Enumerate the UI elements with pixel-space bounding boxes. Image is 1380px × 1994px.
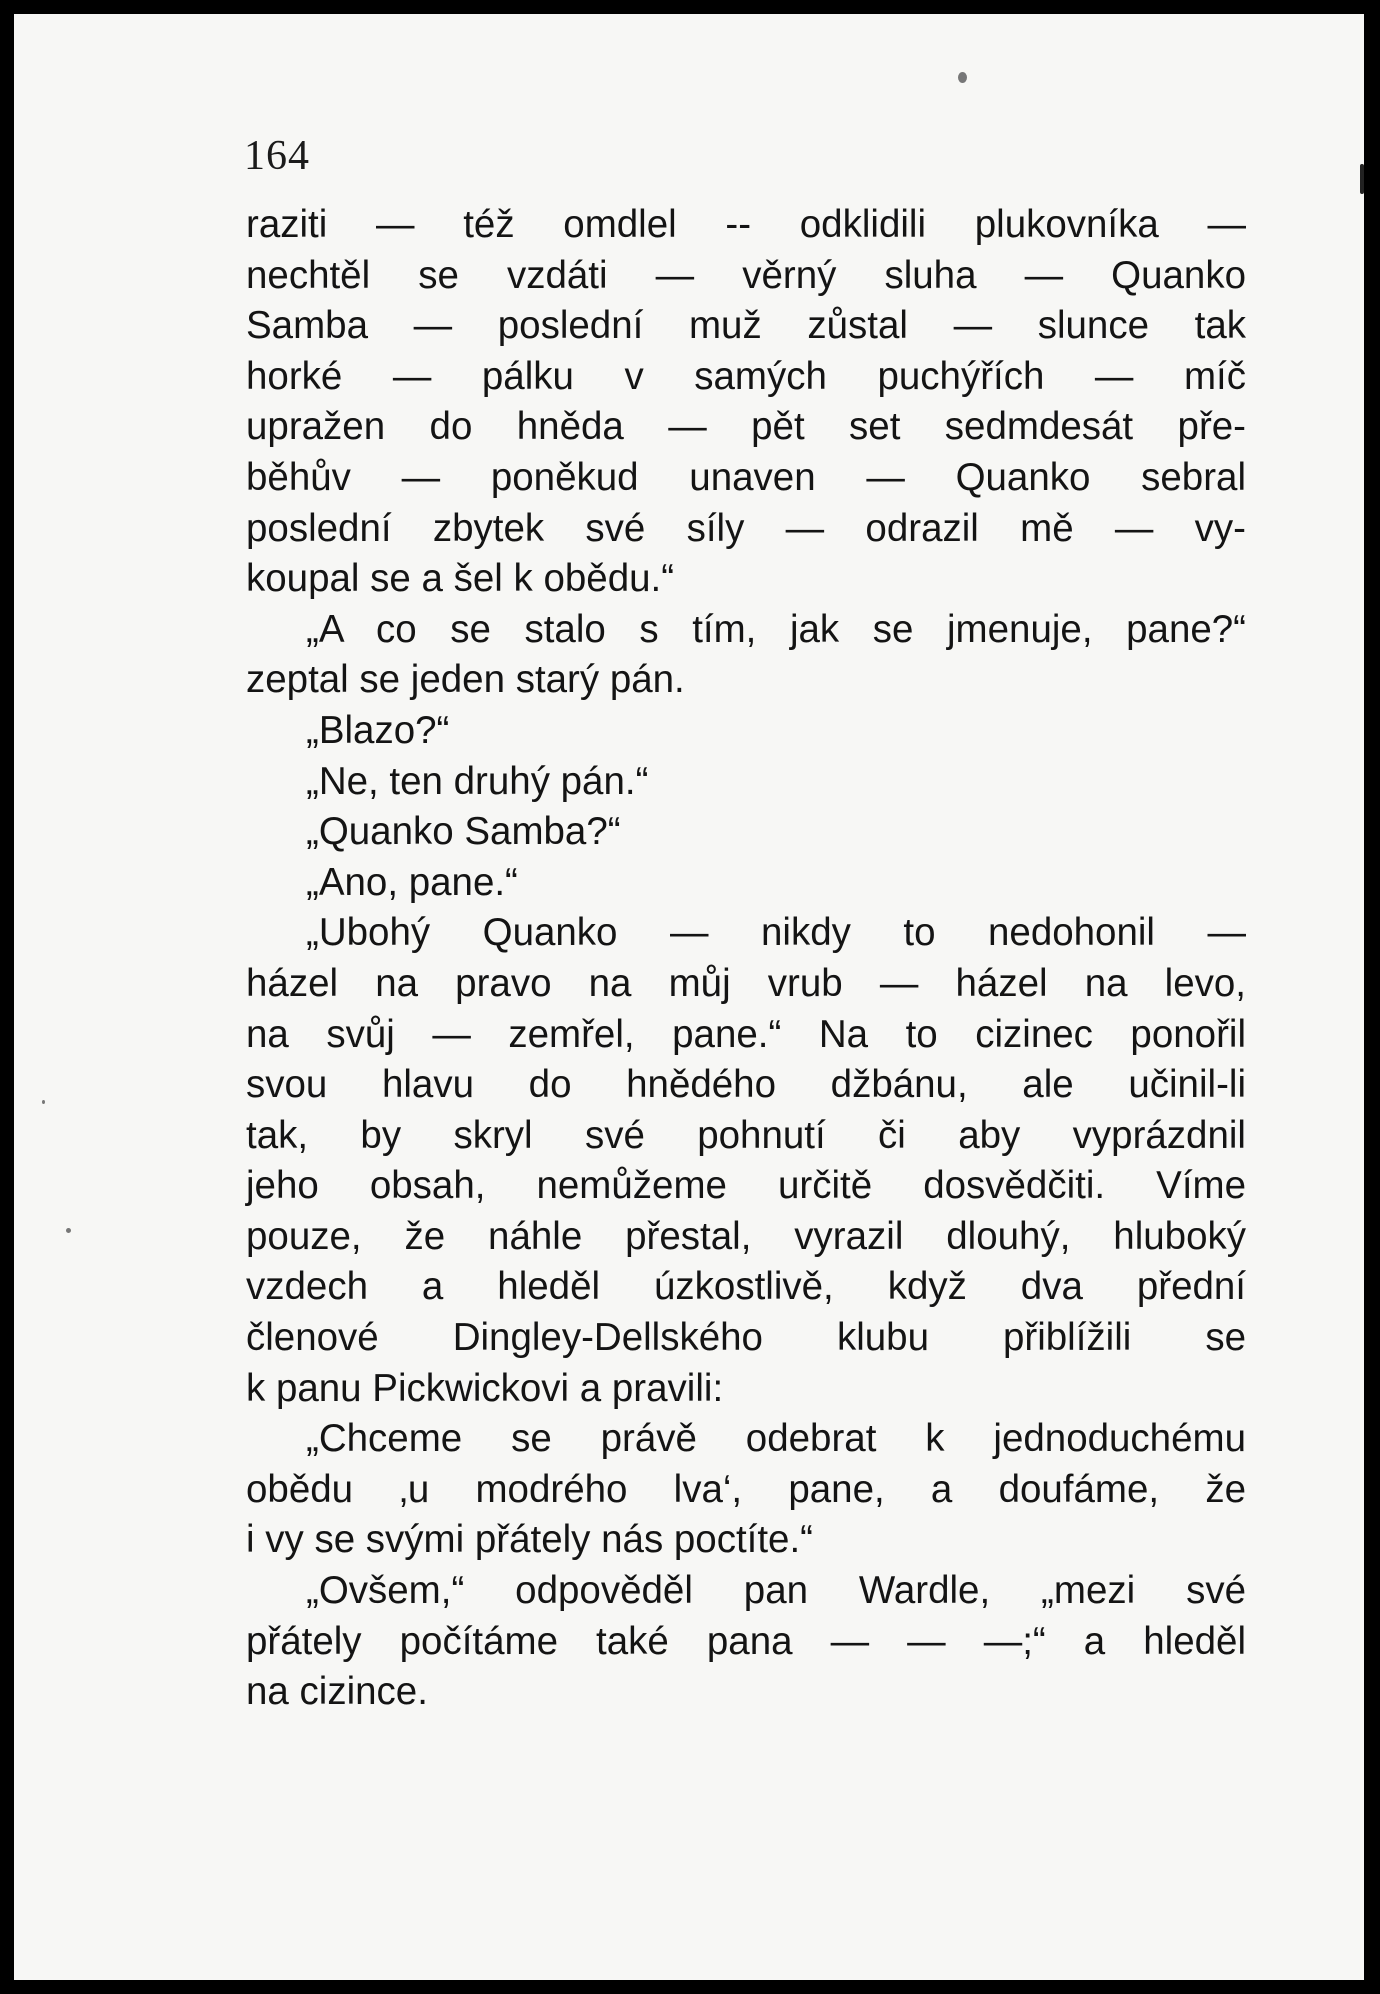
text-line: upražen do hněda — pět set sedmdesát pře- [246, 405, 1246, 449]
scan-speck [42, 1100, 45, 1104]
text-line: „Ne, ten druhý pán.“ [306, 759, 649, 803]
text-line: jeho obsah, nemůžeme určitě dosvědčiti. Víme [246, 1164, 1246, 1208]
text-line: horké — pálku v samých puchýřích — míč [246, 354, 1246, 398]
book-page [14, 14, 1364, 1980]
scan-speck [1360, 164, 1364, 194]
text-line: raziti — též omdlel -- odklidili plukovníka — [246, 203, 1246, 246]
text-line: „Quanko Samba?“ [306, 810, 621, 854]
text-line: na svůj — zemřel, pane.“ Na to cizinec ponořil [246, 1012, 1246, 1056]
text-line: „A co se stalo s tím, jak se jmenuje, pane?“ [306, 607, 1246, 651]
text-line: přátely počítáme také pana — — —;“ a hleděl [246, 1619, 1246, 1663]
text-line: běhův — poněkud unaven — Quanko sebral [246, 455, 1246, 499]
body-text [246, 200, 1246, 1718]
text-line: i vy se svými přátely nás poctíte.“ [246, 1518, 813, 1562]
scan-speck [958, 72, 967, 83]
text-line: házel na pravo na můj vrub — házel na levo, [246, 961, 1246, 1005]
text-line: členové Dingley-Dellského klubu přiblížili se [246, 1316, 1246, 1360]
text-line: „Ano, pane.“ [306, 860, 518, 904]
text-line: svou hlavu do hnědého džbánu, ale učinil-li [246, 1063, 1246, 1107]
text-line: poslední zbytek své síly — odrazil mě — vy- [246, 506, 1246, 550]
text-line: Samba — poslední muž zůstal — slunce tak [246, 304, 1246, 348]
text-line: „Chceme se právě odebrat k jednoduchému [306, 1417, 1246, 1461]
text-line: „Ovšem,“ odpověděl pan Wardle, „mezi své [306, 1569, 1246, 1613]
text-line: „Ubohý Quanko — nikdy to nedohonil — [306, 911, 1246, 955]
text-line: pouze, že náhle přestal, vyrazil dlouhý, hluboký [246, 1214, 1246, 1258]
scan-speck [66, 1228, 71, 1233]
text-line: koupal se a šel k obědu.“ [246, 557, 675, 601]
text-line: k panu Pickwickovi a pravili: [246, 1366, 724, 1410]
text-line: zeptal se jeden starý pán. [246, 658, 685, 702]
text-line: tak, by skryl své pohnutí či aby vyprázdnil [246, 1113, 1246, 1157]
text-line: „Blazo?“ [306, 708, 450, 752]
text-line: vzdech a hleděl úzkostlivě, když dva přední [246, 1265, 1246, 1309]
page-number: 164 [244, 133, 310, 179]
text-line: nechtěl se vzdáti — věrný sluha — Quanko [246, 253, 1246, 297]
text-line: na cizince. [246, 1670, 428, 1714]
text-line: obědu ‚u modrého lva‘, pane, a doufáme, že [246, 1467, 1246, 1511]
